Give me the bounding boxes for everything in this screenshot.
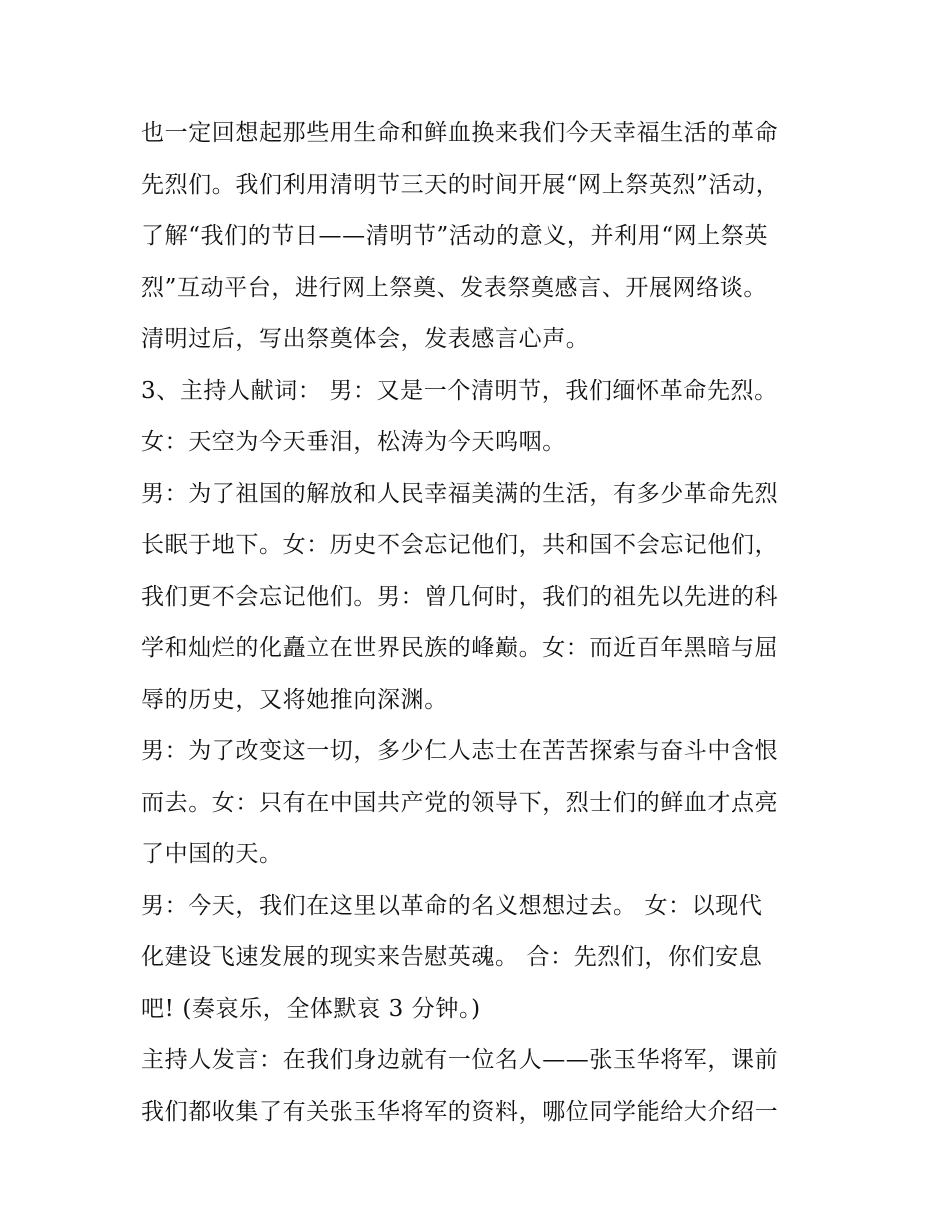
text-line: 了中国的天。	[141, 841, 283, 867]
text-line: 化建设飞速发展的现实来告慰英魂。 合：先烈们，你们安息	[141, 944, 763, 970]
text-line: 3、主持人献词： 男：又是一个清明节，我们缅怀革命先烈。	[141, 377, 778, 404]
text-line: 学和灿烂的化矗立在世界民族的峰巅。女：而近百年黑暗与屈	[141, 635, 779, 661]
text-line: 了解“我们的节日——清明节”活动的意义，并利用“网上祭英	[141, 223, 769, 249]
text-line: 烈”互动平台，进行网上祭奠、发表祭奠感言、开展网络谈。	[141, 274, 767, 301]
text-line: 长眠于地下。女：历史不会忘记他们，共和国不会忘记他们，	[141, 532, 779, 558]
text-line: 女：天空为今天垂泪，松涛为今天呜咽。	[141, 429, 566, 455]
text-line: 男：为了祖国的解放和人民幸福美满的生活，有多少革命先烈	[141, 480, 779, 507]
text-line: 我们都收集了有关张玉华将军的资料，哪位同学能给大介绍一	[141, 1098, 779, 1125]
text-line: 男：今天，我们在这里以革命的名义想想过去。 女：以现代	[141, 892, 763, 919]
text-line: 也一定回想起那些用生命和鲜血换来我们今天幸福生活的革命	[141, 120, 779, 146]
text-line: 主持人发言：在我们身边就有一位名人——张玉华将军，课前	[141, 1047, 779, 1073]
text-line: 而去。女：只有在中国共产党的领导下，烈士们的鲜血才点亮	[141, 789, 779, 816]
text-line: 先烈们。我们利用清明节三天的时间开展“网上祭英烈”活动，	[141, 171, 780, 198]
text-line: 男：为了改变这一切，多少仁人志士在苦苦探索与奋斗中含恨	[141, 738, 779, 764]
text-line: 吧! (奏哀乐，全体默哀 3 分钟。)	[141, 995, 481, 1022]
text-line: 清明过后，写出祭奠体会，发表感言心声。	[141, 326, 590, 352]
text-line: 我们更不会忘记他们。男：曾几何时，我们的祖先以先进的科	[141, 583, 779, 610]
text-line: 辱的历史，又将她推向深渊。	[141, 686, 448, 713]
body-text	[141, 108, 821, 1138]
